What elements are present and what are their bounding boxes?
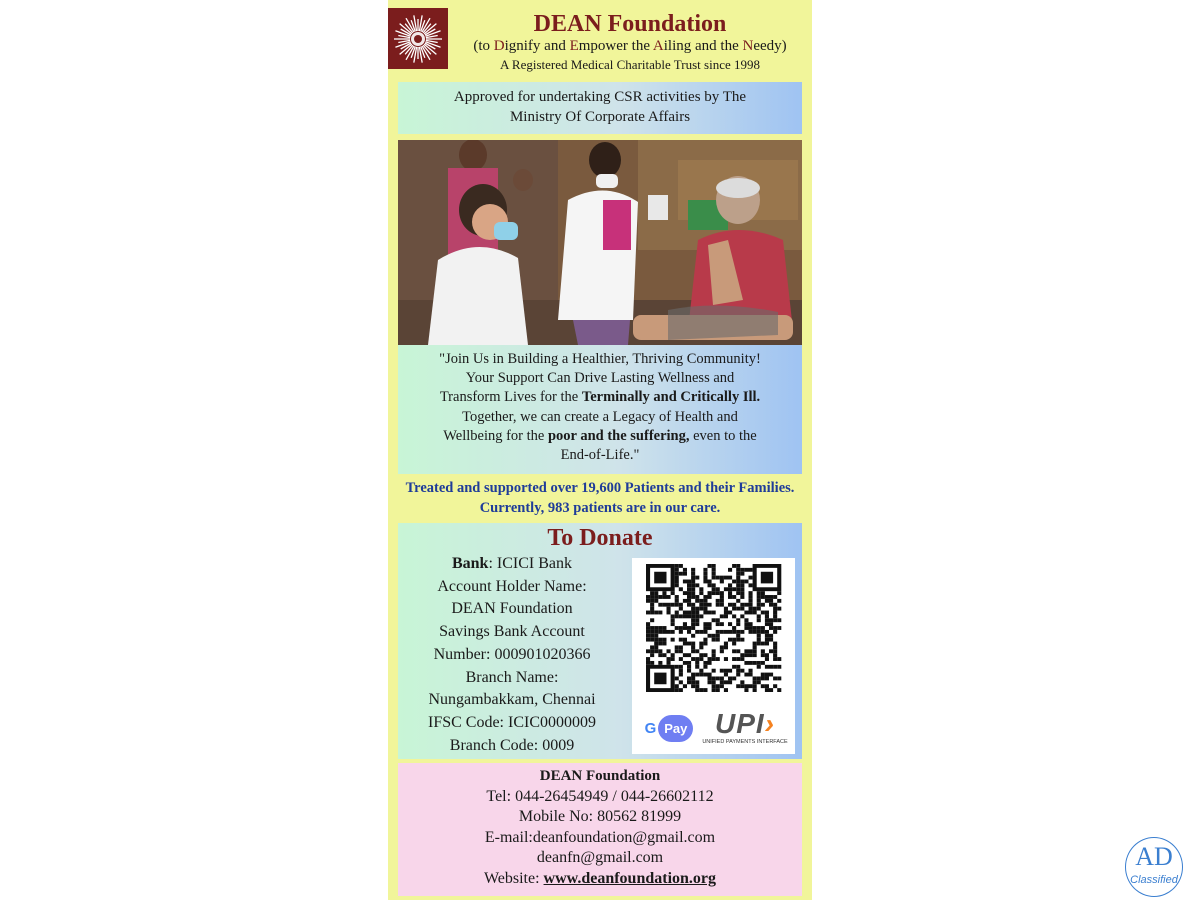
donate-title: To Donate [547, 525, 653, 551]
badge-main: AD [1135, 842, 1173, 871]
bank-detail-line: Number: 000901020366 [433, 645, 591, 663]
foundation-logo [388, 8, 448, 69]
ad-classified-badge [1125, 837, 1183, 897]
contact-mobile: Mobile No: 80562 81999 [518, 808, 682, 825]
medical-visit-photo [398, 140, 802, 345]
quote-line-1: "Join Us in Building a Healthier, Thriving Community! [439, 351, 761, 367]
contact-email-1: E-mail:deanfoundation@gmail.com [484, 828, 716, 846]
badge-sub: Classified [1130, 874, 1178, 886]
bank-details [412, 553, 612, 757]
csr-approval-box [398, 82, 802, 134]
bank-detail-line: Nungambakkam, Chennai [428, 691, 596, 709]
org-acronym-expansion: (to Dignify and Empower the Ailing and the Needy) [473, 38, 787, 54]
payment-qr-card[interactable] [632, 558, 795, 754]
org-title: DEAN Foundation [533, 11, 727, 37]
quote-line-4: Together, we can create a Legacy of Health and [462, 408, 738, 425]
bank-detail-line: Branch Name: [465, 668, 559, 686]
quote-line-3: Transform Lives for the Terminally and Critically Ill. [439, 389, 761, 406]
contact-org-name: DEAN Foundation [539, 768, 661, 784]
website-link[interactable]: www.deanfoundation.org [543, 869, 717, 887]
quote-line-2: Your Support Can Drive Lasting Wellness and [465, 370, 735, 387]
org-tagline: A Registered Medical Charitable Trust since 1998 [500, 57, 760, 72]
bank-detail-line: IFSC Code: ICIC0000009 [427, 713, 596, 731]
bank-detail-line: Savings Bank Account [439, 623, 585, 641]
appeal-quote [398, 345, 802, 474]
contact-tel: Tel: 044-26454949 / 044-26602112 [486, 787, 714, 805]
contact-section [398, 763, 802, 896]
contact-website: Website: www.deanfoundation.org [483, 869, 717, 887]
contact-email-2: deanfn@gmail.com [536, 849, 664, 866]
bank-detail-line: Account Holder Name: [437, 577, 587, 595]
bank-name: Bank: ICICI Bank [451, 555, 572, 572]
stats-line-1: Treated and supported over 19,600 Patients and their Families. [405, 480, 795, 496]
donate-section [398, 523, 802, 759]
payment-logos [640, 705, 790, 751]
sunburst-logo-icon [392, 13, 444, 65]
gpay-logo-icon: G Pay [644, 707, 694, 749]
upi-logo-icon: UPI› UNIFIED PAYMENTS INTERFACE [702, 708, 788, 745]
bank-detail-line: DEAN Foundation [451, 600, 573, 618]
qr-code-icon[interactable] [646, 564, 782, 692]
bank-detail-line: Branch Code: 0009 [449, 736, 575, 754]
quote-line-6: End-of-Life." [560, 447, 640, 464]
ad-poster [388, 0, 812, 900]
csr-line-2: Ministry Of Corporate Affairs [509, 109, 691, 125]
patient-stats [388, 478, 812, 518]
quote-line-5: Wellbeing for the poor and the suffering, even to the [443, 427, 757, 444]
stats-line-2: Currently, 983 patients are in our care. [479, 500, 721, 516]
medical-visit-photo-icon [398, 140, 802, 345]
csr-line-1: Approved for undertaking CSR activities by The [453, 89, 747, 105]
